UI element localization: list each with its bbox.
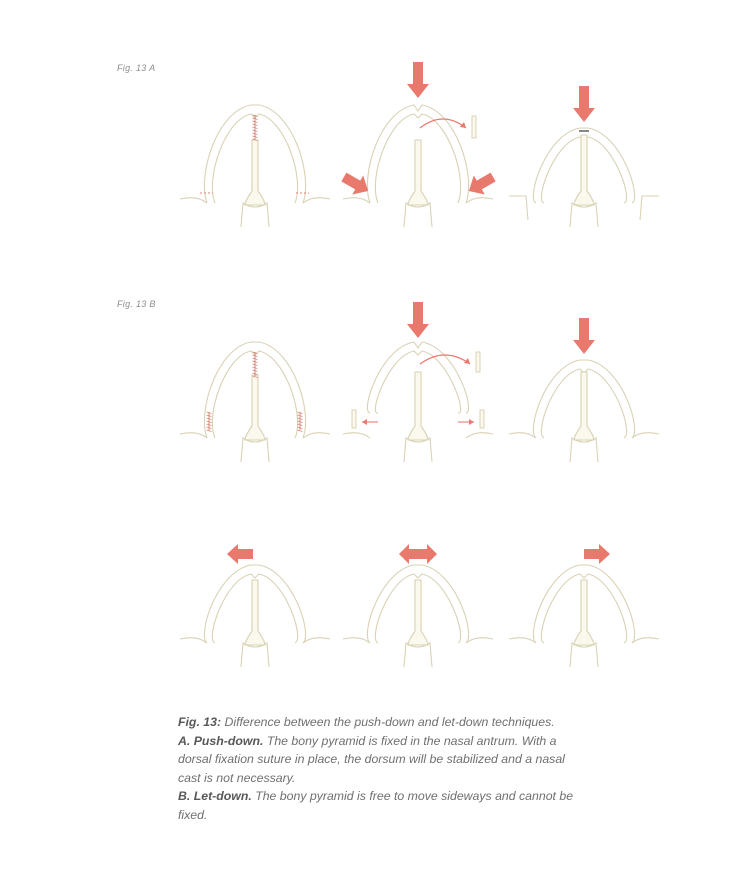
suture-stitch xyxy=(298,430,303,432)
septum xyxy=(245,375,265,440)
caption-b-ref: B. Let-down. xyxy=(178,789,252,804)
removed-wedge-right xyxy=(480,410,484,428)
base-right xyxy=(303,198,330,203)
caption-b-text: The bony pyramid is free to move sideways and cannot be fixed. xyxy=(178,789,574,822)
lateral-arrow-right-head xyxy=(469,419,474,425)
vomer xyxy=(241,203,269,227)
septum xyxy=(245,140,265,205)
base-right xyxy=(632,638,659,643)
vomer xyxy=(570,438,598,462)
let-down-arrow-icon xyxy=(407,302,429,338)
base-left xyxy=(509,638,536,643)
base-right xyxy=(466,638,493,643)
fig-13b-label: Fig. 13 B xyxy=(117,299,156,309)
removed-wedge-left xyxy=(352,410,356,428)
push-down-arrow-icon xyxy=(407,62,429,98)
hump-removal-arrow xyxy=(420,119,466,128)
vomer xyxy=(404,438,432,462)
base-left xyxy=(180,433,207,438)
septum xyxy=(574,580,594,645)
move-right-arrow-icon xyxy=(584,544,610,564)
base-right xyxy=(466,433,493,438)
caption-fig-ref: Fig. 13: xyxy=(178,715,222,729)
septum xyxy=(574,135,594,205)
base-left xyxy=(180,638,207,643)
base-left xyxy=(343,638,370,643)
caption-a-ref: A. Push-down. xyxy=(178,733,264,748)
base-left xyxy=(180,198,207,203)
lateral-arrow-left-head xyxy=(362,419,367,425)
septum xyxy=(574,372,594,440)
suture-stitch xyxy=(207,430,212,432)
vomer xyxy=(404,643,432,667)
septum xyxy=(245,580,265,645)
caption-a-text: The bony pyramid is fixed in the nasal antrum. With a dorsal fixation suture in place, the dorsum will be stabilized and a nasal cast is not necessary. xyxy=(178,733,565,785)
vomer xyxy=(570,643,598,667)
septum xyxy=(408,580,428,645)
caption-title: Difference between the push-down and let-down techniques. xyxy=(224,715,555,729)
vomer xyxy=(241,438,269,462)
base-right xyxy=(303,638,330,643)
base-left xyxy=(509,433,536,438)
fig-13a-label: Fig. 13 A xyxy=(117,63,156,73)
base-right xyxy=(303,433,330,438)
base-right xyxy=(632,433,659,438)
removed-hump-strip xyxy=(476,352,480,372)
vomer xyxy=(241,643,269,667)
move-left-arrow-icon xyxy=(227,544,253,564)
base-left xyxy=(343,433,370,438)
impaction-right xyxy=(640,196,659,220)
vomer xyxy=(404,203,432,227)
septum xyxy=(408,140,428,205)
move-both-arrow-icon xyxy=(399,544,437,564)
septum xyxy=(408,372,428,440)
vomer xyxy=(570,203,598,227)
removed-hump-strip xyxy=(472,116,476,138)
base-right xyxy=(466,198,493,203)
push-down-arrow-icon xyxy=(573,86,595,122)
let-down-arrow-icon xyxy=(573,318,595,354)
figure-caption xyxy=(167,713,587,825)
impaction-left xyxy=(509,196,528,220)
base-left xyxy=(343,198,370,203)
